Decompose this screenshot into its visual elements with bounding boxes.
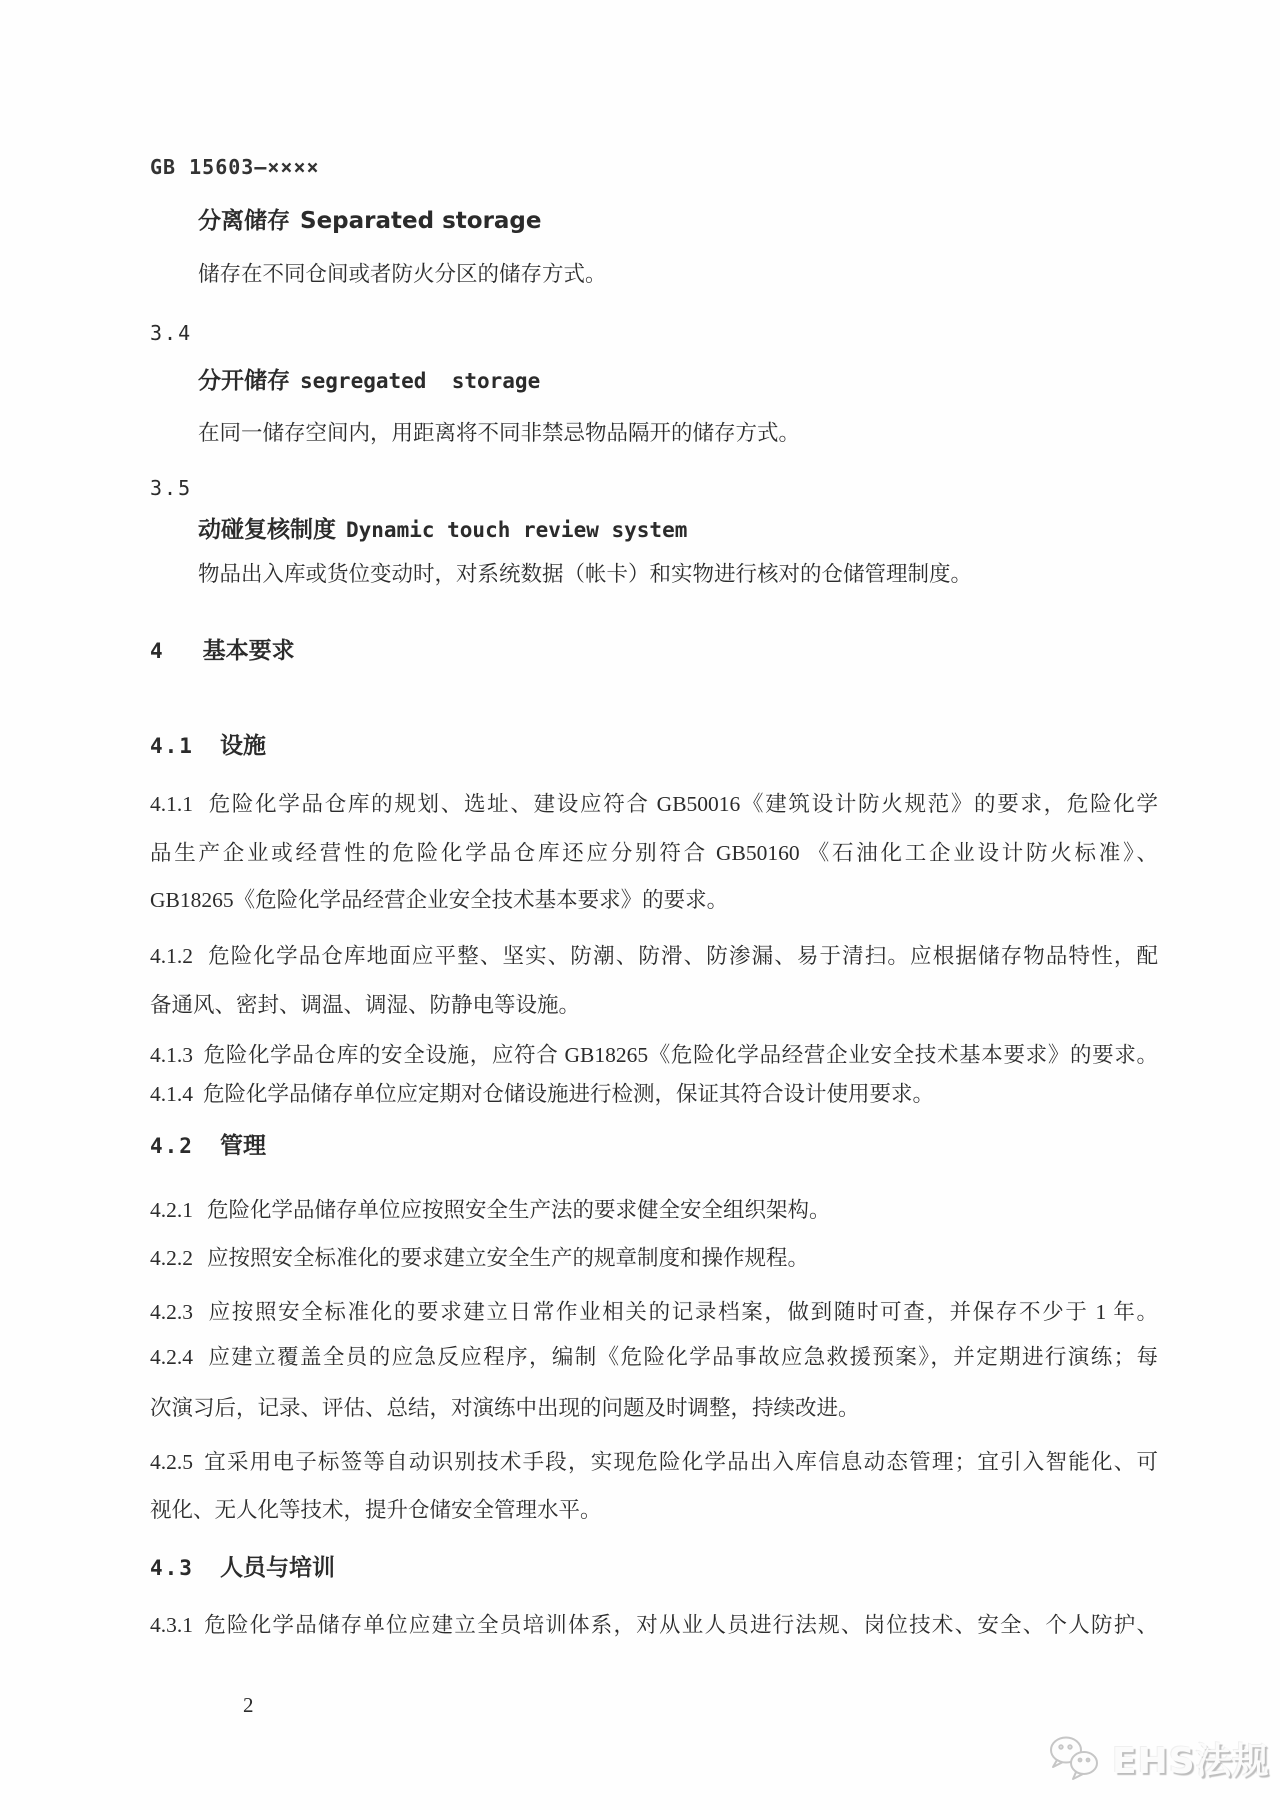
clause-4-2-5-line-1 bbox=[150, 1447, 1158, 1477]
clause-number: 4.2.5 bbox=[150, 1450, 193, 1474]
term-zh: 分离储存 bbox=[198, 208, 290, 234]
clause-text: 应按照安全标准化的要求建立日常作业相关的记录档案，做到随时可查，并保存不少于 1 年。 bbox=[207, 1300, 1158, 1324]
term-heading-dynamic-touch-review bbox=[198, 515, 687, 545]
term-zh: 动碰复核制度 bbox=[198, 517, 336, 543]
clause-number: 4.1.3 bbox=[150, 1043, 193, 1067]
clause-number: 4.2.4 bbox=[150, 1345, 193, 1369]
clause-number: 4.3.1 bbox=[150, 1613, 193, 1637]
clause-4-1-4 bbox=[150, 1079, 934, 1109]
section-heading-4-2 bbox=[150, 1131, 266, 1161]
term-en: Dynamic touch review system bbox=[346, 518, 688, 542]
clause-number: 4.2.3 bbox=[150, 1300, 193, 1324]
term-heading-separated-storage bbox=[198, 206, 542, 236]
clause-4-1-2-line-2: 备通风、密封、调温、调湿、防静电等设施。 bbox=[150, 993, 581, 1017]
clause-number: 4.2.1 bbox=[150, 1198, 193, 1222]
clause-text: 危险化学品仓库的安全设施，应符合 GB18265《危险化学品经营企业安全技术基本要求》的要求。 bbox=[203, 1043, 1158, 1067]
section-title: 人员与培训 bbox=[219, 1555, 335, 1581]
clause-number: 4.1.1 bbox=[150, 792, 193, 816]
clause-4-2-1 bbox=[150, 1195, 831, 1225]
term-en: Separated storage bbox=[300, 208, 542, 234]
clause-text: 应按照安全标准化的要求建立安全生产的规章制度和操作规程。 bbox=[207, 1246, 810, 1270]
clause-4-2-4-line-1 bbox=[150, 1342, 1158, 1372]
clause-text: 危险化学品仓库地面应平整、坚实、防潮、防滑、防渗漏、易于清扫。应根据储存物品特性，配 bbox=[207, 944, 1158, 968]
clause-4-3-1 bbox=[150, 1610, 1158, 1640]
doc-code: GB 15603—×××× bbox=[150, 155, 320, 179]
section-number: 4 bbox=[150, 639, 165, 663]
clause-4-1-1-line-2: 品生产企业或经营性的危险化学品仓库还应分别符合 GB50160 《石油化工企业设计防火标准》、 bbox=[150, 841, 1158, 865]
term-definition: 物品出入库或货位变动时，对系统数据（帐卡）和实物进行核对的仓储管理制度。 bbox=[198, 562, 973, 586]
clause-number: 4.2.2 bbox=[150, 1246, 193, 1270]
clause-text: 危险化学品储存单位应按照安全生产法的要求健全安全组织架构。 bbox=[207, 1198, 831, 1222]
clause-text: 宜采用电子标签等自动识别技术手段，实现危险化学品出入库信息动态管理；宜引入智能化、可 bbox=[203, 1450, 1158, 1474]
section-title: 设施 bbox=[219, 733, 266, 759]
section-title: 管理 bbox=[219, 1133, 266, 1159]
clause-number: 4.1.2 bbox=[150, 944, 193, 968]
clause-4-2-5-line-2: 视化、无人化等技术，提升仓储安全管理水平。 bbox=[150, 1498, 602, 1522]
clause-4-2-2 bbox=[150, 1243, 809, 1273]
clause-4-2-3 bbox=[150, 1297, 1158, 1327]
term-number-3-4: 3.4 bbox=[150, 321, 193, 345]
wechat-icon bbox=[1046, 1735, 1104, 1783]
clause-4-1-1-line-3: GB18265《危险化学品经营企业安全技术基本要求》的要求。 bbox=[150, 888, 729, 912]
term-definition: 在同一储存空间内，用距离将不同非禁忌物品隔开的储存方式。 bbox=[198, 421, 801, 445]
clause-4-2-4-line-2: 次演习后，记录、评估、总结，对演练中出现的问题及时调整，持续改进。 bbox=[150, 1396, 860, 1420]
watermark bbox=[1046, 1733, 1270, 1784]
section-heading-4-3 bbox=[150, 1553, 335, 1583]
clause-text: 危险化学品仓库的规划、选址、建设应符合 GB50016《建筑设计防火规范》的要求，危险化学 bbox=[207, 792, 1158, 816]
clause-number: 4.1.4 bbox=[150, 1082, 193, 1106]
section-number: 4.1 bbox=[150, 734, 194, 758]
page-number: 2 bbox=[243, 1693, 254, 1717]
section-title: 基本要求 bbox=[202, 638, 295, 664]
term-definition: 储存在不同仓间或者防火分区的储存方式。 bbox=[198, 262, 607, 286]
section-number: 4.3 bbox=[150, 1556, 194, 1580]
term-heading-segregated-storage bbox=[198, 366, 540, 396]
clause-text: 应建立覆盖全员的应急反应程序，编制《危险化学品事故应急救援预案》，并定期进行演练；每 bbox=[207, 1345, 1158, 1369]
term-en: segregated storage bbox=[300, 369, 541, 393]
section-heading-4-1 bbox=[150, 731, 266, 761]
clause-4-1-3 bbox=[150, 1040, 1158, 1070]
term-zh: 分开储存 bbox=[198, 368, 290, 394]
watermark-text: EHS法规 bbox=[1112, 1741, 1270, 1782]
section-heading-4 bbox=[150, 636, 295, 666]
section-number: 4.2 bbox=[150, 1134, 194, 1158]
clause-text: 危险化学品储存单位应建立全员培训体系，对从业人员进行法规、岗位技术、安全、个人防护、 bbox=[203, 1613, 1158, 1637]
clause-text: 危险化学品储存单位应定期对仓储设施进行检测，保证其符合设计使用要求。 bbox=[203, 1082, 935, 1106]
clause-4-1-1-line-1 bbox=[150, 789, 1158, 819]
clause-4-1-2-line-1 bbox=[150, 941, 1158, 971]
term-number-3-5: 3.5 bbox=[150, 476, 193, 500]
